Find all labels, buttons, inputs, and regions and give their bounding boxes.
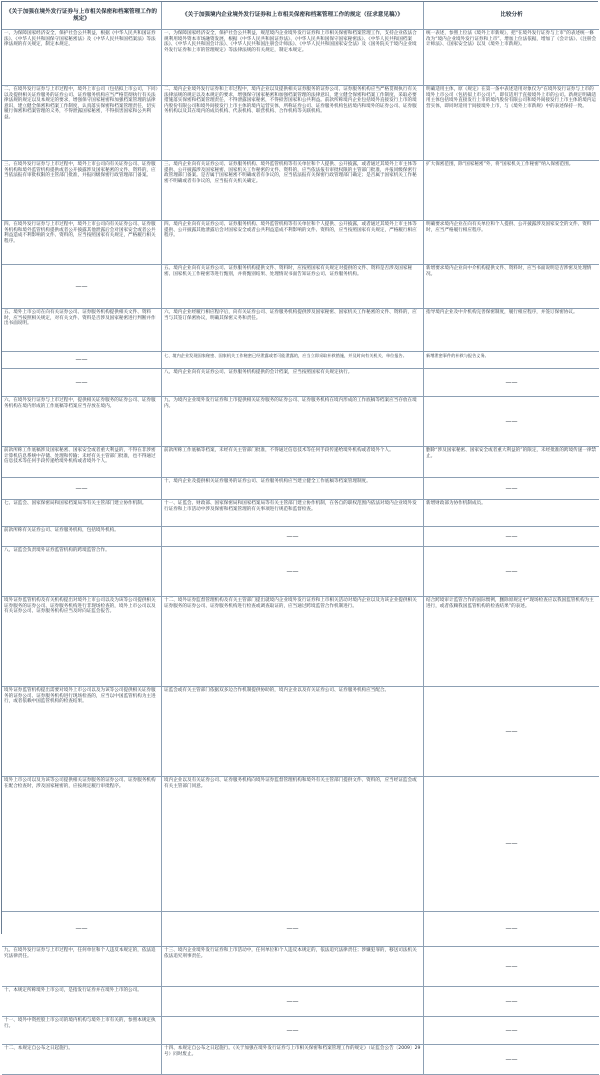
row-new-cell: 六、境内企业经履行相应程序后，向有关证券公司、证券服务机构提供涉及国家秘密、国家机关工作秘密的文件、资料的，应当与其签订保密协议，明确其保密义务和责任。 xyxy=(162,309,424,352)
row-new-cell: —— xyxy=(162,547,424,597)
row-new-cell: 一、为保障国家经济安全，保护社会公共利益，规范境内企业境外发行证券和上市相关保密和档案管理工作，支持企业依法合规利用境外资本市场融资发展，根据《中华人民共和国证券法》、《中华人民共和国保守国家秘密法》、《中华人民共和国档案法》、《中华人民共和国会计法》、《中华人民共和国注册会计师法》、《中华人民共和国国家安全法》及《国务院关于境内企业境外发行证券和上市的管理规定》等法律法规的有关规定，制定本规定。 xyxy=(162,30,424,86)
row-analysis-cell: 结合跨境审计监管合作的国际惯例，删除原规定中“现场检查应以我国监管机构为主进行，或者依赖我国监管机构的检查结果”的表述。 xyxy=(424,597,599,687)
row-analysis-cell: 明确适用主体，原《规定》在第一条中表述适用对象仅为“在境外发行证券与上市的境外上市公司（包括拟上市公司）”，即仅适用于直接境外上市的公司。新规定明确适用主体包括境外直接发行上市的境内股份有限公司和境外间接发行上市主体的境内运营实体，即同时适用于间接境外上市，与《境外上市新规》中的表述保持一致。 xyxy=(424,86,599,161)
row-old-cell: 十一、境外中资控股上市公司的境内机构与境外上市有关的，参照本规定执行。 xyxy=(2,1017,162,1045)
row-new-cell: 十一、证监会、财政部、国家保密局和国家档案局等有关主管部门建立协作机制，在各自的职权范围内依法对境内企业境外发行证券和上市活动中涉及保密和档案管理的有关事项进行规范和监督检查。 xyxy=(162,500,424,527)
comparison-table xyxy=(1,1,598,1063)
row-new-cell: 十三、境内企业境外发行证券和上市活动中，任何单位和个人违反本规定的，依法追究法律责任；涉嫌犯罪的，移送司法机关依法追究刑事责任。 xyxy=(162,947,424,987)
row-analysis-cell: 新增要求境内企业向中介机构提供文件、资料时，应当书面说明是否涉密及处理情况。 xyxy=(424,265,599,309)
row-analysis-cell: 新增泄密事件的补救与报告义务。 xyxy=(424,352,599,369)
row-old-cell: 十二、本规定自公布之日起施行。 xyxy=(2,1045,162,1075)
row-analysis-cell: —— xyxy=(424,397,599,447)
row-analysis-cell: 统一表述，参照上位法《境外上市新规》，把“在境外发行证券与上市”的表述统一修改为“境内企业境外发行证券和上市”。增加上位法依据，增加了《会计法》、《注册会计师法》、《国家安全法》以及《境外上市新规》。 xyxy=(424,30,599,86)
row-new-cell: 九、为境内企业境外发行证券和上市提供相关证券服务的证券公司、证券服务机构在境内形成的工作底稿等档案应当存放在境内。 xyxy=(162,397,424,447)
row-old-cell: 前款所称工作底稿涉及国家秘密、国家安全或者重大利益的，不得在非涉密计算机信息系统中存储、处理和传输；未经有关主管部门批准，也不得通过信息技术等任何手段传递给境外机构或者境外个人。 xyxy=(2,447,162,478)
row-old-cell: —— xyxy=(2,912,162,947)
row-old-cell: 九、在境外发行证券与上市过程中，任何单位和个人违反本规定的，依法追究法律责任。 xyxy=(2,947,162,987)
row-new-cell: 四、境内企业向有关证券公司、证券服务机构、境外监管机构等有关单位和个人提供、公开披露，或者通过其境外上市主体等提供、公开披露其他泄露后会对国家安全或者公共利益造成不利影响的文件、资料的，应当按照国家有关规定，严格履行相应程序。 xyxy=(162,221,424,265)
row-new-cell: 十二、境外证券监督管理机构及有关主管部门提出就境内企业境外发行证券和上市相关活动对境内企业以及为该企业提供相关证券服务的证券公司、证券服务机构进行检查或调查取证的，应当通过跨境监管合作机制进行。 xyxy=(162,597,424,687)
row-new-cell: —— xyxy=(162,527,424,547)
row-old-cell: 十、本规定所称境外上市公司，是指发行证券并在境外上市的公司。 xyxy=(2,987,162,1017)
row-new-cell: 境内企业以及有关证券公司、证券服务机构向境外证券监督管理机构和境外有关主管部门提供文件、资料的，应当经证监会或有关主管部门同意。 xyxy=(162,777,424,912)
row-analysis-cell: —— xyxy=(424,947,599,987)
row-old-cell: 二、在境外发行证券与上市过程中，境外上市公司（包括拟上市公司，下同）以及提供相关证券服务的证券公司、证券服务机构应当严格贯彻执行有关法律法规的规定以及本规定的要求，增强保守国家秘密和加强档案管理的法律意识，建立健全保密和档案工作制度，认真落实保密和档案管理责任，切实履行保密和档案管理的义务，不得泄露国家秘密，不得损害国家和公共利益。 xyxy=(2,86,162,161)
row-analysis-cell: 删除“涉及国家秘密、国家安全或者重大利益的”的限定，未经批准的跨境传递一律禁止。 xyxy=(424,447,599,478)
row-new-cell: 五、境内企业向有关证券公司、证券服务机构提供文件、资料时，应按照国家有关规定对提供的文件、资料是否涉及国家秘密、国家机关工作秘密等进行甄别，并将甄别结果、处理情况书面告知证券公司、证券服务机构。 xyxy=(162,265,424,309)
row-analysis-cell: 指导境内企业及中介机构完善保密制度，履行相应程序，并签订保密协议。 xyxy=(424,309,599,352)
row-analysis-cell: —— xyxy=(424,687,599,777)
header-old-regulation: 《关于加强在境外发行证券与上市相关保密和档案管理工作的规定》 xyxy=(2,2,162,30)
row-analysis-cell: —— xyxy=(424,1017,599,1045)
row-new-cell: 前款所称工作底稿等档案，未经有关主管部门批准，不得通过信息技术等任何手段传递给境外机构或者境外个人。 xyxy=(162,447,424,478)
row-new-cell: 八、境内企业向有关证券公司、证券服务机构提供的会计档案，应当按照国家有关规定执行。 xyxy=(162,369,424,397)
row-analysis-cell: 扩大保密范围，除“国家秘密”外，将“国家机关工作秘密”纳入保密范围。 xyxy=(424,161,599,221)
row-analysis-cell: 新增财政部为协作机制成员。 xyxy=(424,500,599,527)
row-old-cell: —— xyxy=(2,369,162,397)
row-analysis-cell: —— xyxy=(424,912,599,947)
header-analysis: 比较分析 xyxy=(424,2,599,30)
row-analysis-cell: —— xyxy=(424,369,599,397)
row-old-cell: 一、为保障国家经济安全，保护社会公共利益，根据《中华人民共和国证券法》、《中华人民共和国保守国家秘密法》及《中华人民共和国档案法》等法律法规的有关规定，制定本规定。 xyxy=(2,30,162,86)
row-new-cell: —— xyxy=(162,1017,424,1045)
row-new-cell: 十四、本规定自公布之日起施行。《关于加强在境外发行证券与上市相关保密和档案管理工作的规定》（证监会公告〔2009〕29号）同时废止。 xyxy=(162,1045,424,1075)
row-new-cell: 七、境内企业发现国家秘密、国家机关工作秘密已经泄露或者可能泄露的，应当立即采取补救措施，并及时向有关机关、单位报告。 xyxy=(162,352,424,369)
row-analysis-cell: —— xyxy=(424,527,599,547)
row-old-cell: 五、境外上市公司在向有关证券公司、证券服务机构提供相关文件、资料时，应当按照相关规定，对有关文件、资料是否涉及国家秘密进行判断并作出书面说明。 xyxy=(2,309,162,352)
row-old-cell: 境外上市公司以及为该等公司提供相关证券服务的证券公司、证券服务机构在配合检查时，涉及国家秘密的，应按规定履行审批程序。 xyxy=(2,777,162,912)
row-old-cell: 七、证监会、国家保密局和国家档案局等有关主管部门建立协作机制。 xyxy=(2,500,162,527)
row-old-cell: 三、在境外发行证券与上市过程中，境外上市公司向有关证券公司、证券服务机构和境外监管机构提供或者公开披露涉及国家秘密的文件、资料的，应当依法报有审批权限的主管部门批准，并报同级保密行政管理部门备案。 xyxy=(2,161,162,221)
row-old-cell: 境外证券监管机构提出需要对境外上市公司以及为该等公司提供相关证券服务的证券公司、证券服务机构进行现场检查的，应当以中国监管机构为主进行，或者依赖中国监管机构的检查结果。 xyxy=(2,687,162,777)
row-analysis-cell: —— xyxy=(424,1045,599,1075)
row-old-cell: 前款所称有关证券公司、证券服务机构，包括境外机构。 xyxy=(2,527,162,547)
row-new-cell: 三、境内企业向有关证券公司、证券服务机构、境外监管机构等有关单位和个人提供、公开披露，或者通过其境外上市主体等提供、公开披露涉及国家秘密、国家机关工作秘密的文件、资料的，应当依法报有审批权限的主管部门批准，并报同级保密行政管理部门备案。是否属于国家秘密不明确或者有争议的，应当依法报有关保密行政管理部门确定；是否属于国家机关工作秘密不明确或者有争议的，应当报有关机关确定。 xyxy=(162,161,424,221)
row-old-cell: —— xyxy=(2,352,162,369)
row-new-cell: 十、境内企业及提供相关证券服务的证券公司、证券服务机构应当建立健全工作底稿等档案管理制度。 xyxy=(162,478,424,500)
row-analysis-cell: —— xyxy=(424,478,599,500)
row-analysis-cell: —— xyxy=(424,777,599,912)
header-new-regulation: 《关于加强境内企业境外发行证券和上市相关保密和档案管理工作的规定（征求意见稿）》 xyxy=(162,2,424,30)
row-old-cell: 四、在境外发行证券与上市过程中，境外上市公司向有关证券公司、证券服务机构和境外监管机构提供或者公开披露其他泄露后会对国家安全或者公共利益造成不利影响的文件、资料的，应当按照国家有关规定，严格履行相关程序。 xyxy=(2,221,162,265)
row-analysis-cell: 明确要求境内企业在向有关单位和个人提供、公开披露涉及国家安全的文件、资料时，应当严格履行相应程序。 xyxy=(424,221,599,265)
row-new-cell: 证监会或有关主管部门依据双多边合作机制提供协助的，境内企业以及有关证券公司、证券服务机构应当配合。 xyxy=(162,687,424,777)
row-old-cell: —— xyxy=(2,478,162,500)
row-old-cell: —— xyxy=(2,265,162,309)
row-analysis-cell: —— xyxy=(424,547,599,597)
row-old-cell: 境外证券监管机构及有关机构提出对境外上市公司以及为该等公司提供相关证券服务的证券公司、证券服务机构进行非现场检查的，境外上市公司以及有关证券公司、证券服务机构应当及时向证监会报告。 xyxy=(2,597,162,687)
row-analysis-cell: —— xyxy=(424,987,599,1017)
row-new-cell: 二、境内企业境外发行证券和上市过程中，境内企业以及提供相关证券服务的证券公司、证券服务机构应当严格贯彻执行有关法律法规的规定以及本规定的要求，增强保守国家秘密和加强档案管理的法律意识，建立健全保密和档案工作制度，采取必要措施落实保密和档案管理责任，不得泄露国家秘密，不得损害国家和公共利益。前款所称境内企业包括境外直接发行上市的境内股份有限公司和境外间接发行上市主体的境内运营实体，所称证券公司、证券服务机构包括境内和境外的证券公司、证券服务机构以及其在境内的成员机构、代表机构、联营机构、合作机构等关联机构。 xyxy=(162,86,424,161)
row-old-cell: 八、证监会负责境外证券监管机构的跨境监管合作。 xyxy=(2,547,162,597)
row-new-cell: —— xyxy=(162,912,424,947)
row-old-cell: 六、在境外发行证券与上市过程中，提供相关证券服务的证券公司、证券服务机构在境内形成的工作底稿等档案应当存放在境内。 xyxy=(2,397,162,447)
row-new-cell: —— xyxy=(162,987,424,1017)
